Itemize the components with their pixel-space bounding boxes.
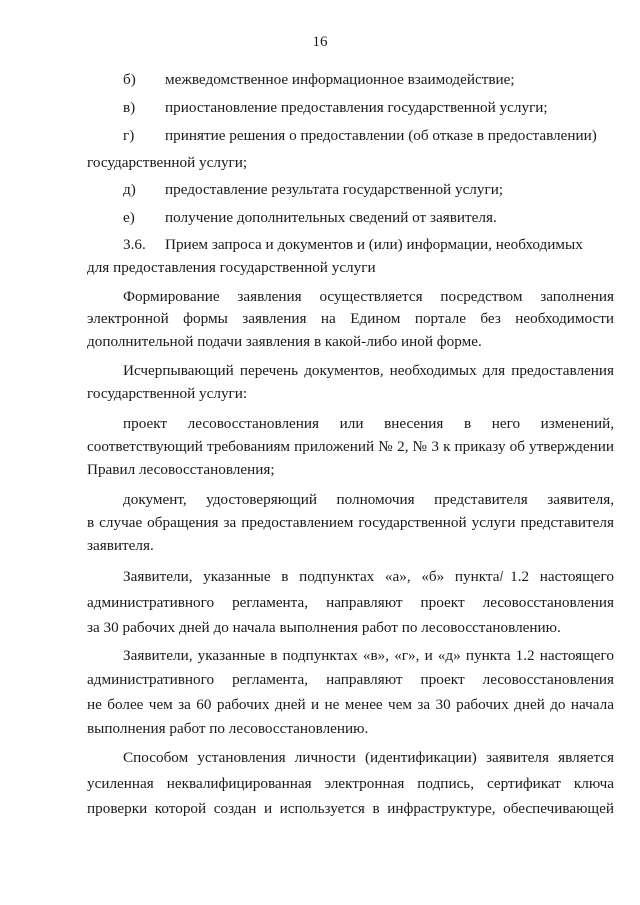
list-item-label: е) (123, 209, 135, 226)
list-item-text: получение дополнительных сведений от заявителя. (165, 209, 497, 226)
section-heading (123, 235, 614, 255)
paragraph-line: Исчерпывающий перечень документов, необходимых для предоставления (123, 362, 614, 379)
paragraph-line: документ, удостоверяющий полномочия представителя заявителя, (123, 491, 614, 508)
list-item-e (123, 208, 497, 228)
list-item-text: предоставление результата государственной услуги; (165, 181, 504, 198)
paragraph-line: дополнительной подачи заявления в какой-либо иной форме. (87, 333, 482, 350)
paragraph-line: за 30 рабочих дней до начала выполнения работ по лесовосстановлению. (87, 619, 561, 636)
paragraph-line: заявителя. (87, 537, 154, 554)
list-item-text: межведомственное информационное взаимодействие; (165, 71, 515, 88)
list-item-label: в) (123, 99, 136, 116)
list-item-label: б) (123, 71, 136, 88)
list-item-g-continuation: государственной услуги; (87, 154, 248, 171)
paragraph-line: Заявители, указанные в подпунктах «в», «г», и «д» пункта 1.2 настоящего (123, 647, 614, 664)
list-item-v (123, 98, 548, 118)
list-item-g (123, 126, 597, 146)
page-number: 16 (312, 34, 328, 50)
paragraph-line: административного регламента, направляют проект лесовосстановления (87, 671, 614, 688)
list-item-text: принятие решения о предоставлении (об отказе в предоставлении) (165, 127, 597, 144)
list-item-label: д) (123, 181, 136, 198)
paragraph-line: Формирование заявления осуществляется посредством заполнения (123, 288, 614, 305)
paragraph-line: усиленная неквалифицированная электронная подпись, сертификат ключа (87, 775, 614, 792)
paragraph-line: проверки которой создан и используется в инфраструктуре, обеспечивающей (87, 800, 614, 817)
paragraph-line: Заявители, указанные в подпунктах «а», «б» пункта 1.2 настоящего (123, 568, 614, 585)
section-title-line1: Прием запроса и документов и (или) информации, необходимых (165, 236, 583, 253)
section-number: 3.6. (123, 236, 146, 253)
paragraph-line: государственной услуги: (87, 385, 248, 402)
paragraph-line: административного регламента, направляют проект лесовосстановления (87, 594, 614, 611)
paragraph-line: Способом установления личности (идентификации) заявителя является (123, 749, 614, 766)
section-title-line2: для предоставления государственной услуги (87, 259, 376, 276)
list-item-label: г) (123, 127, 135, 144)
paragraph-line: Правил лесовосстановления; (87, 461, 275, 478)
paragraph-line: соответствующий требованиям приложений № 2, № 3 к приказу об утверждении (87, 438, 614, 455)
paragraph-line: не более чем за 60 рабочих дней и не менее чем за 30 рабочих дней до начала (87, 696, 614, 713)
list-item-d (123, 180, 503, 200)
paragraph-line: электронной формы заявления на Едином портале без необходимости (87, 310, 614, 327)
paragraph-line: проект лесовосстановления или внесения в него изменений, (123, 415, 614, 432)
paragraph-line: выполнения работ по лесовосстановлению. (87, 720, 369, 737)
list-item-text: приостановление предоставления государственной услуги; (165, 99, 548, 116)
list-item-b (123, 70, 515, 90)
paragraph-line: в случае обращения за предоставлением государственной услуги представителя (87, 514, 614, 531)
